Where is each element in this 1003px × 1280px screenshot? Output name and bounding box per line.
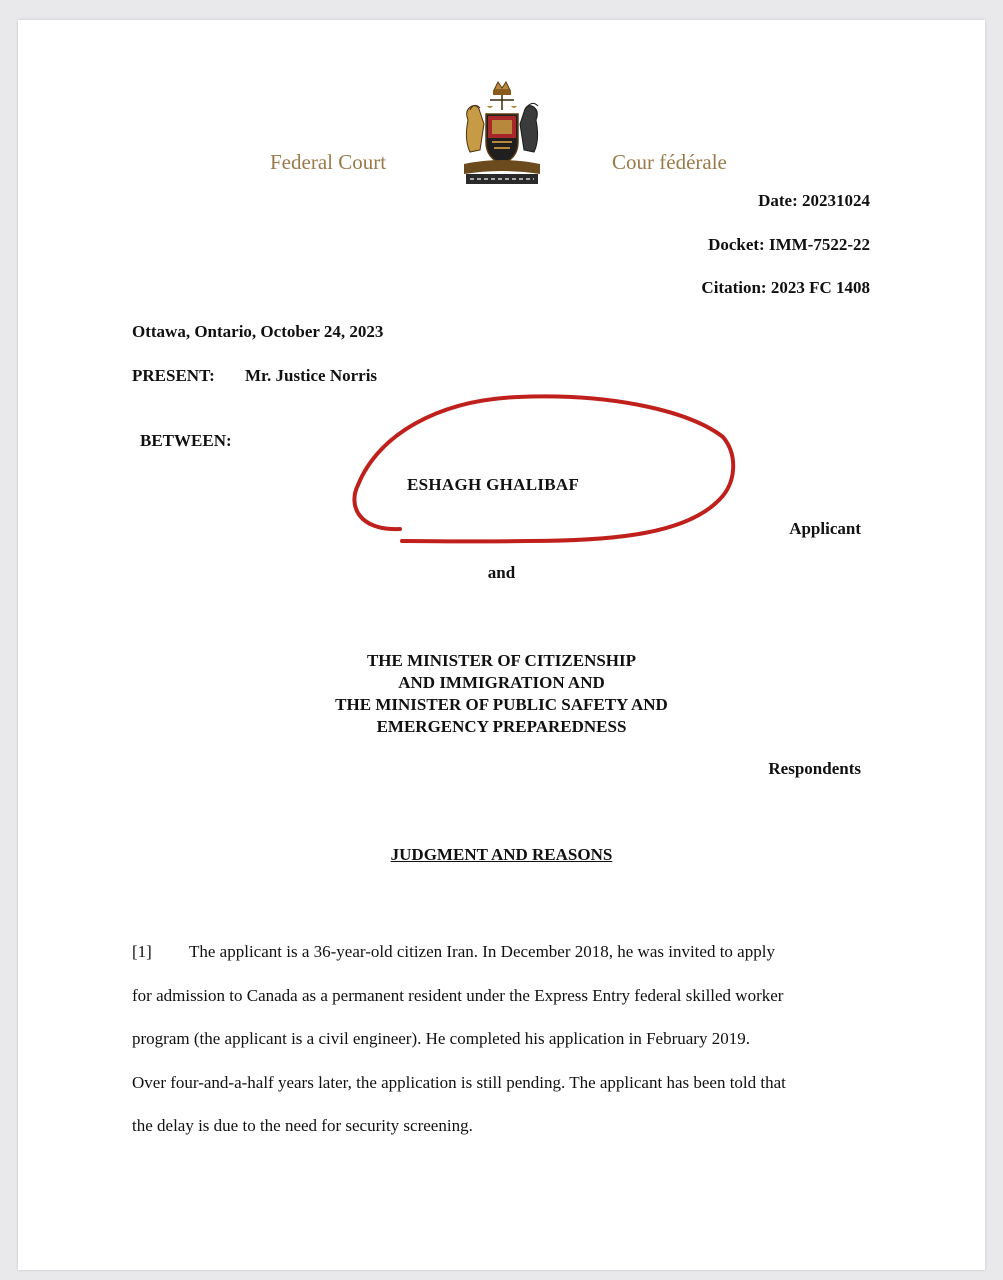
paragraph-line: for admission to Canada as a permanent resident under the Express Entry federal skilled worker (132, 985, 784, 1005)
judge-name: Mr. Justice Norris (245, 366, 378, 385)
paragraph-1 (132, 930, 877, 1148)
paragraph-line: [1] The applicant is a 36-year-old citizen Iran. In December 2018, he was invited to apply (132, 930, 877, 974)
respondents-line: EMERGENCY PREPAREDNESS (376, 717, 627, 736)
applicant-name: ESHAGH GHALIBAF (407, 475, 580, 494)
document-page (18, 20, 985, 1270)
respondents-block (18, 650, 985, 738)
judgment-date: Date: 20231024 (758, 191, 870, 210)
section-title: JUDGMENT AND REASONS (390, 845, 613, 864)
applicant-role: Applicant (789, 519, 861, 538)
respondents-line: THE MINISTER OF CITIZENSHIP (366, 651, 637, 670)
present-label: PRESENT: (132, 366, 215, 385)
paragraph-line: program (the applicant is a civil engineer). He completed his application in February 2019. (132, 1029, 750, 1048)
hand-drawn-circle-annotation (318, 365, 738, 545)
paragraph-line: the delay is due to the need for security screening. (132, 1116, 473, 1135)
location-date: Ottawa, Ontario, October 24, 2023 (132, 322, 384, 341)
docket-number: Docket: IMM-7522-22 (708, 235, 870, 254)
paragraph-line: Over four-and-a-half years later, the application is still pending. The applicant has been told that (132, 1072, 786, 1092)
respondents-line: THE MINISTER OF PUBLIC SAFETY AND (335, 695, 668, 714)
court-name-french: Cour fédérale (612, 150, 727, 174)
paragraph-number: [1] (132, 942, 152, 961)
between-label: BETWEEN: (140, 431, 232, 450)
citation: Citation: 2023 FC 1408 (701, 278, 870, 297)
court-name-english: Federal Court (270, 150, 387, 174)
respondents-role: Respondents (768, 759, 861, 778)
and-separator: and (487, 563, 516, 582)
court-crest-icon (460, 80, 544, 188)
respondents-line: AND IMMIGRATION AND (398, 673, 605, 692)
